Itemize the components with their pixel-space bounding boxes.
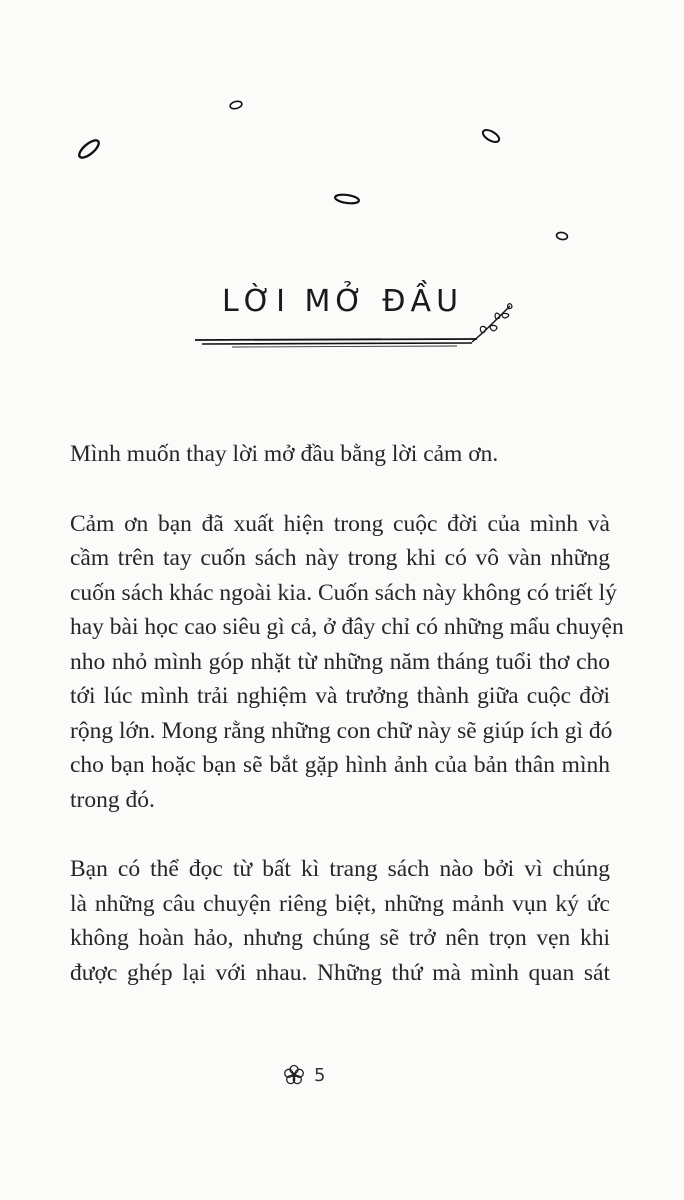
page-number: 5 — [314, 1064, 326, 1086]
text-line: Mình muốn thay lời mở đầu bằng lời cảm ơn. — [70, 441, 499, 467]
text-line: cho bạn hoặc bạn sẽ bắt gặp hình ảnh của bản thân mình — [70, 752, 610, 778]
petal-icon — [554, 230, 570, 242]
petal-icon — [74, 136, 104, 162]
text-line: Bạn có thể đọc từ bất kì trang sách nào bởi vì chúng — [70, 856, 610, 882]
text-line: nho nhỏ mình góp nhặt từ những năm tháng tuổi thơ cho — [70, 648, 610, 675]
flower-icon — [283, 1064, 305, 1086]
text-line: không hoàn hảo, nhưng chúng sẽ trở nên trọn vẹn khi — [70, 925, 610, 951]
text-line: rộng lớn. Mong rằng những con chữ này sẽ giúp ích gì đó — [70, 717, 613, 744]
body-text — [70, 437, 624, 1025]
text-line: Cảm ơn bạn đã xuất hiện trong cuộc đời của mình và — [70, 510, 610, 537]
leaf-branch-icon — [468, 302, 522, 346]
text-line: trong đó. — [70, 786, 155, 813]
text-line: hay bài học cao siêu gì cả, ở đây chỉ có những mẩu chuyện — [70, 614, 624, 640]
petal-icon — [332, 191, 362, 207]
text-line: cầm trên tay cuốn sách này trong khi có vô vàn những — [70, 545, 610, 571]
page-title: LỜI MỞ ĐẦU — [222, 284, 464, 319]
text-line: được ghép lại với nhau. Những thứ mà mình quan sát — [70, 959, 610, 986]
paragraph-3 — [70, 852, 610, 990]
paragraph-1 — [70, 437, 610, 472]
title-underline — [192, 334, 482, 350]
text-line: cuốn sách khác ngoài kia. Cuốn sách này không có triết lý — [70, 579, 617, 606]
paragraph-2 — [70, 507, 624, 818]
chapter-heading — [192, 284, 522, 354]
petal-icon — [228, 99, 244, 111]
page-footer — [283, 1062, 325, 1088]
text-line: tới lúc mình trải nghiệm và trưởng thành giữa cuộc đời — [70, 683, 610, 709]
text-line: là những câu chuyện riêng biệt, những mảnh vụn ký ức — [70, 890, 610, 917]
petal-icon — [479, 127, 503, 145]
